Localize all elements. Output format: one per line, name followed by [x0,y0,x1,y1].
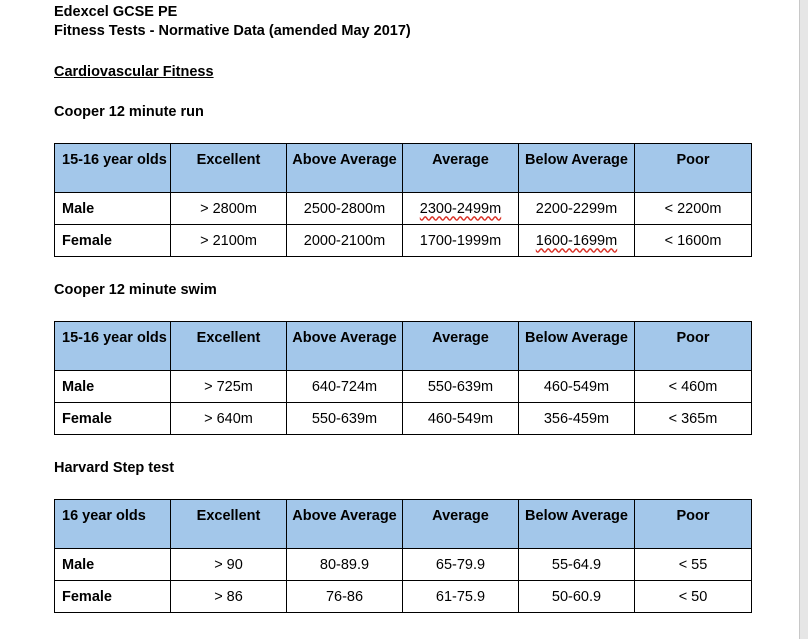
test-heading-harvard-step: Harvard Step test [54,460,175,476]
table-cell: < 365m [635,403,752,435]
table-header-row [55,144,752,193]
header-cell-age-group: 15-16 year olds [55,322,171,371]
header-cell-excellent: Excellent [171,322,287,371]
table-row [55,371,752,403]
table-cell: 356-459m [519,403,635,435]
table-cell: < 1600m [635,225,752,257]
table-cell: 50-60.9 [519,581,635,613]
row-label-female: Female [55,403,171,435]
table-cell [519,225,635,257]
table-cell: < 2200m [635,193,752,225]
table-cell: 61-75.9 [403,581,519,613]
table-row [55,403,752,435]
row-label-male: Male [55,549,171,581]
header-cell-excellent: Excellent [171,500,287,549]
table-cell: 80-89.9 [287,549,403,581]
header-cell-excellent: Excellent [171,144,287,193]
table-cell: 460-549m [519,371,635,403]
table-cell: 640-724m [287,371,403,403]
table-cooper-run [54,143,752,257]
table-cell [403,193,519,225]
table-cell: 550-639m [287,403,403,435]
table-harvard-step [54,499,752,613]
table-cell: < 55 [635,549,752,581]
document-title: Edexcel GCSE PE [54,4,178,20]
table-cell: 460-549m [403,403,519,435]
header-cell-above-average: Above Average [287,144,403,193]
row-label-male: Male [55,371,171,403]
header-cell-poor: Poor [635,144,752,193]
header-cell-above-average: Above Average [287,322,403,371]
table-cell: 55-64.9 [519,549,635,581]
spellcheck-flagged-text[interactable]: 1600-1699m [535,232,618,249]
table-cell: 2000-2100m [287,225,403,257]
table-cell: > 86 [171,581,287,613]
table-cell: 1700-1999m [403,225,519,257]
right-scroll-gutter[interactable] [799,0,808,639]
test-heading-cooper-run: Cooper 12 minute run [54,104,204,120]
table-cell: > 640m [171,403,287,435]
section-heading: Cardiovascular Fitness [54,64,214,80]
header-cell-poor: Poor [635,500,752,549]
table-cell: 2200-2299m [519,193,635,225]
table-cell: 2500-2800m [287,193,403,225]
row-label-male: Male [55,193,171,225]
table-row [55,225,752,257]
table-row [55,549,752,581]
table-cell: < 50 [635,581,752,613]
spellcheck-flagged-text[interactable]: 2300-2499m [419,200,502,217]
header-cell-poor: Poor [635,322,752,371]
table-cell: > 725m [171,371,287,403]
header-cell-average: Average [403,144,519,193]
table-cell: < 460m [635,371,752,403]
table-header-row [55,500,752,549]
row-label-female: Female [55,581,171,613]
table-row [55,193,752,225]
table-cell: > 2800m [171,193,287,225]
table-header-row [55,322,752,371]
header-cell-below-average: Below Average [519,144,635,193]
row-label-female: Female [55,225,171,257]
header-cell-above-average: Above Average [287,500,403,549]
header-cell-age-group: 16 year olds [55,500,171,549]
header-cell-average: Average [403,500,519,549]
test-heading-cooper-swim: Cooper 12 minute swim [54,282,217,298]
document-subtitle: Fitness Tests - Normative Data (amended May 2017) [54,23,411,39]
table-cell: 65-79.9 [403,549,519,581]
header-cell-average: Average [403,322,519,371]
table-cell: 550-639m [403,371,519,403]
header-cell-below-average: Below Average [519,500,635,549]
table-cell: 76-86 [287,581,403,613]
header-cell-age-group: 15-16 year olds [55,144,171,193]
table-cell: > 2100m [171,225,287,257]
table-row [55,581,752,613]
header-cell-below-average: Below Average [519,322,635,371]
table-cooper-swim [54,321,752,435]
table-cell: > 90 [171,549,287,581]
